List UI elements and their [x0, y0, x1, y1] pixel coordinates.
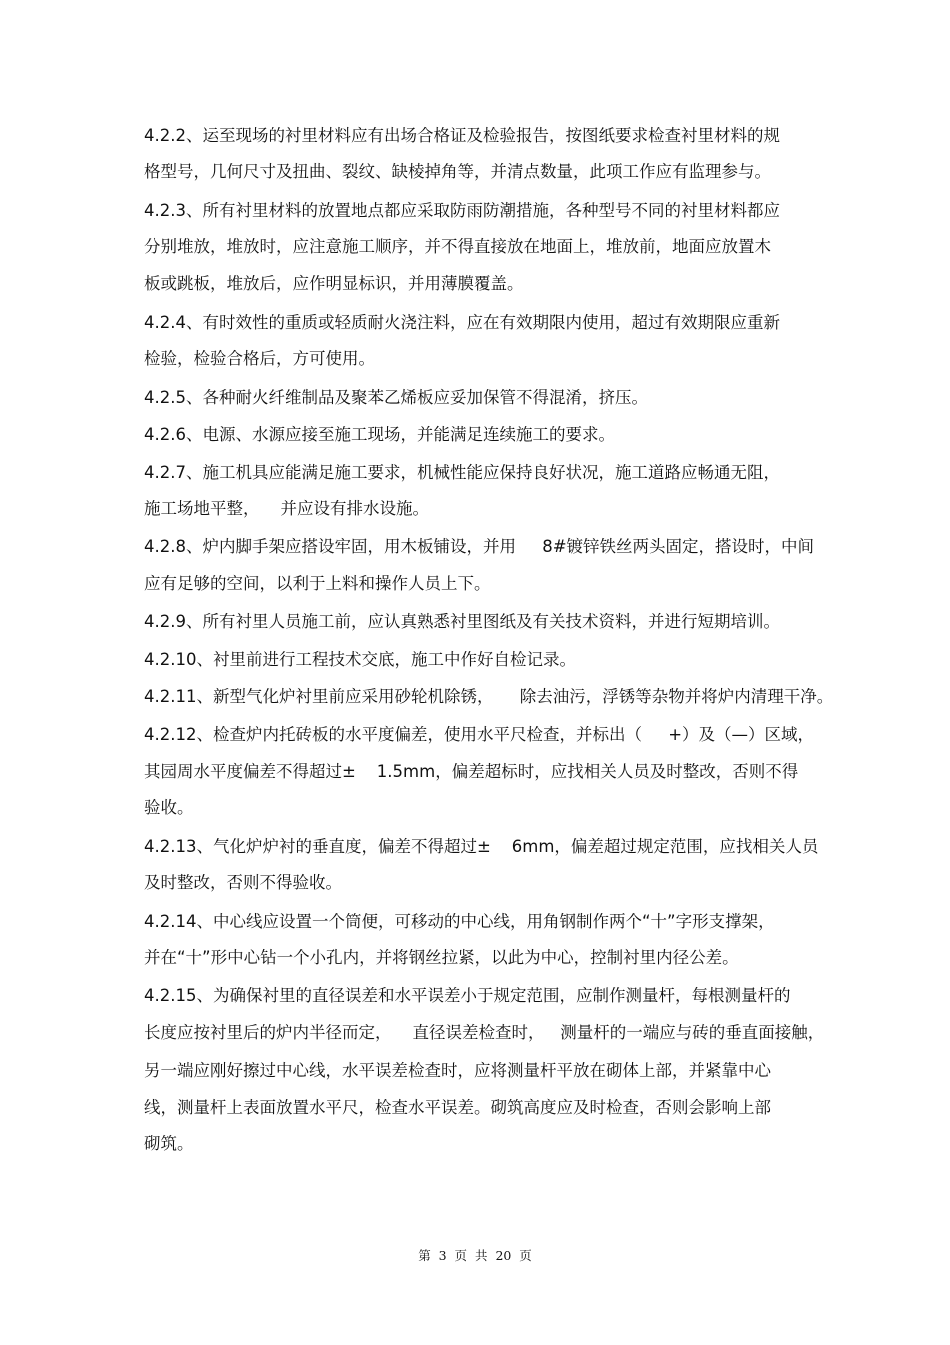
text-line: 4.2.7、施工机具应能满足施工要求，机械性能应保持良好状况，施工道路应畅通无阻，: [144, 463, 780, 482]
text-line: 砌筑。: [144, 1134, 194, 1153]
text-line: 并在“十”形中心钻一个小孔内，并将钢丝拉紧，以此为中心，控制衬里内径公差。: [144, 948, 739, 967]
text-line: 格型号，几何尺寸及扭曲、裂纹、缺棱掉角等，并清点数量，此项工作应有监理参与。: [144, 162, 771, 181]
page-number: 第 3 页 共 20 页: [418, 1248, 532, 1263]
text-line: 4.2.3、所有衬里材料的放置地点都应采取防雨防潮措施，各种型号不同的衬里材料都应: [144, 201, 780, 220]
text-line: 4.2.11、新型气化炉衬里前应采用砂轮机除锈， 除去油污，浮锈等杂物并将炉内清理干净。: [144, 687, 834, 706]
text-line: 4.2.6、电源、水源应接至施工现场，并能满足连续施工的要求。: [144, 425, 615, 444]
text-line: 4.2.14、中心线应设置一个筒便，可移动的中心线，用角钢制作两个“十”字形支撑架，: [144, 912, 775, 931]
text-line: 4.2.5、各种耐火纤维制品及聚苯乙烯板应妥加保管不得混淆，挤压。: [144, 388, 648, 407]
text-line: 4.2.4、有时效性的重质或轻质耐火浇注料，应在有效期限内使用，超过有效期限应重新: [144, 313, 780, 332]
text-line: 4.2.10、衬里前进行工程技术交底，施工中作好自检记录。: [144, 650, 576, 669]
text-line: 板或跳板，堆放后，应作明显标识，并用薄膜覆盖。: [144, 274, 524, 293]
text-line: 施工场地平整， 并应设有排水设施。: [144, 499, 429, 518]
text-line: 4.2.9、所有衬里人员施工前，应认真熟悉衬里图纸及有关技术资料，并进行短期培训。: [144, 612, 780, 631]
text-line: 应有足够的空间，以利于上料和操作人员上下。: [144, 574, 491, 593]
text-line: 4.2.12、检查炉内托砖板的水平度偏差，使用水平尺检查，并标出（ +）及（—）区域，: [144, 725, 815, 744]
text-line: 及时整改，否则不得验收。: [144, 873, 342, 892]
text-line: 线，测量杆上表面放置水平尺，检查水平误差。砌筑高度应及时检查，否则会影响上部: [144, 1098, 771, 1117]
text-line: 分别堆放，堆放时，应注意施工顺序，并不得直接放在地面上，堆放前，地面应放置木: [144, 237, 771, 256]
text-line: 另一端应刚好擦过中心线，水平误差检查时，应将测量杆平放在砌体上部，并紧靠中心: [144, 1061, 771, 1080]
text-line: 4.2.8、炉内脚手架应搭设牢固，用木板铺设，并用 8#镀锌铁丝两头固定，搭设时，中间: [144, 537, 815, 556]
text-line: 4.2.13、气化炉炉衬的垂直度，偏差不得超过± 6mm，偏差超过规定范围，应找相关人员: [144, 837, 819, 856]
text-line: 4.2.2、运至现场的衬里材料应有出场合格证及检验报告，按图纸要求检查衬里材料的规: [144, 126, 780, 145]
text-line: 检验，检验合格后，方可使用。: [144, 349, 375, 368]
text-line: 验收。: [144, 798, 194, 817]
text-line: 4.2.15、为确保衬里的直径误差和水平误差小于规定范围，应制作测量杆，每根测量杆的: [144, 986, 791, 1005]
text-line: 长度应按衬里后的炉内半径而定， 直径误差检查时， 测量杆的一端应与砖的垂直面接触，: [144, 1023, 825, 1042]
text-line: 其园周水平度偏差不得超过± 1.5mm，偏差超标时，应找相关人员及时整改，否则不得: [144, 762, 799, 781]
